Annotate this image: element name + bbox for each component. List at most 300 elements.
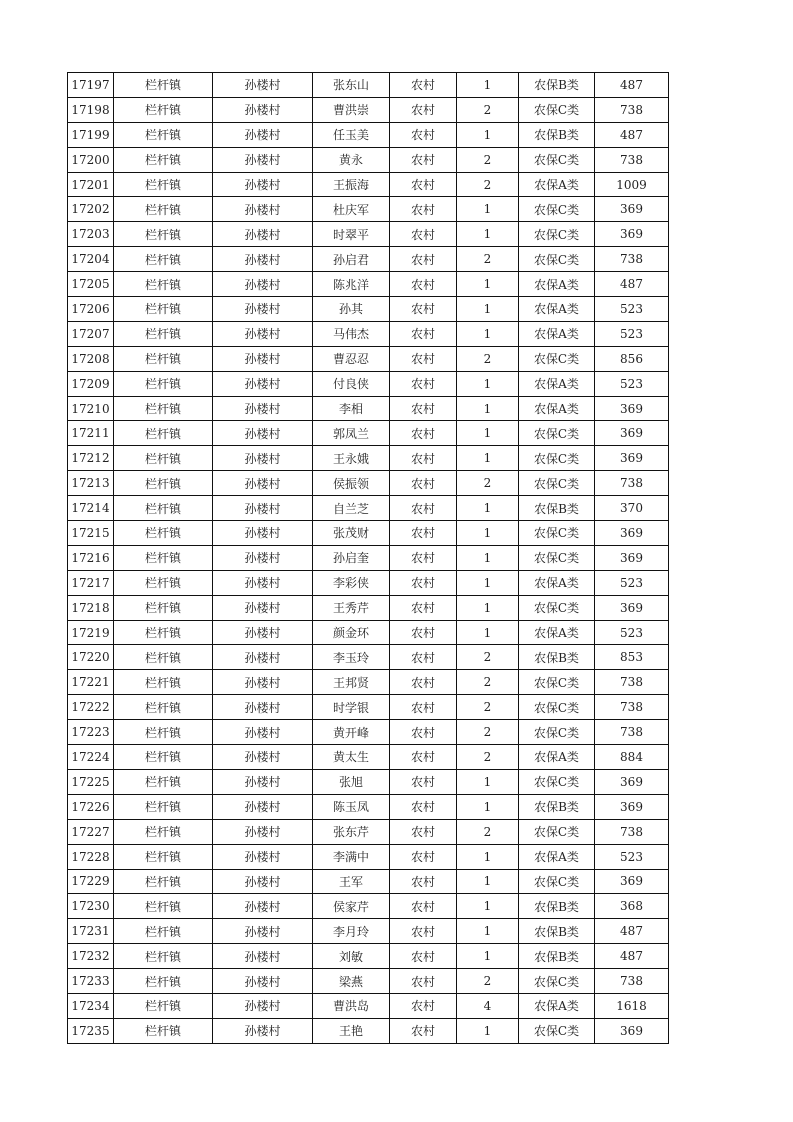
household-type-cell: 农村	[390, 819, 457, 844]
insurance-category-cell: 农保A类	[519, 993, 595, 1018]
village-cell: 孙楼村	[213, 222, 313, 247]
person-count-cell: 2	[457, 97, 519, 122]
insurance-category-cell: 农保C类	[519, 819, 595, 844]
amount-cell: 369	[595, 769, 669, 794]
table-row	[68, 122, 669, 147]
insurance-category-cell: 农保B类	[519, 794, 595, 819]
town-cell: 栏杆镇	[114, 521, 213, 546]
town-cell: 栏杆镇	[114, 695, 213, 720]
insurance-category-cell: 农保C类	[519, 97, 595, 122]
town-cell: 栏杆镇	[114, 969, 213, 994]
amount-cell: 369	[595, 396, 669, 421]
village-cell: 孙楼村	[213, 819, 313, 844]
household-type-cell: 农村	[390, 197, 457, 222]
household-type-cell: 农村	[390, 969, 457, 994]
insurance-category-cell: 农保C类	[519, 595, 595, 620]
insurance-category-cell: 农保C类	[519, 346, 595, 371]
row-number-cell: 17218	[68, 595, 114, 620]
row-number-cell: 17215	[68, 521, 114, 546]
insurance-category-cell: 农保C类	[519, 247, 595, 272]
town-cell: 栏杆镇	[114, 620, 213, 645]
name-cell: 杜庆军	[313, 197, 390, 222]
town-cell: 栏杆镇	[114, 421, 213, 446]
town-cell: 栏杆镇	[114, 844, 213, 869]
row-number-cell: 17220	[68, 645, 114, 670]
village-cell: 孙楼村	[213, 745, 313, 770]
name-cell: 孙启君	[313, 247, 390, 272]
row-number-cell: 17212	[68, 446, 114, 471]
table-row	[68, 769, 669, 794]
person-count-cell: 2	[457, 670, 519, 695]
town-cell: 栏杆镇	[114, 993, 213, 1018]
person-count-cell: 2	[457, 247, 519, 272]
table-row	[68, 371, 669, 396]
village-cell: 孙楼村	[213, 769, 313, 794]
insurance-category-cell: 农保C类	[519, 670, 595, 695]
row-number-cell: 17226	[68, 794, 114, 819]
insurance-category-cell: 农保A类	[519, 297, 595, 322]
insurance-category-cell: 农保C类	[519, 421, 595, 446]
name-cell: 李玉玲	[313, 645, 390, 670]
village-cell: 孙楼村	[213, 993, 313, 1018]
person-count-cell: 2	[457, 819, 519, 844]
amount-cell: 487	[595, 122, 669, 147]
insurance-category-cell: 农保A类	[519, 172, 595, 197]
table-row	[68, 570, 669, 595]
household-type-cell: 农村	[390, 844, 457, 869]
table-row	[68, 969, 669, 994]
name-cell: 梁燕	[313, 969, 390, 994]
row-number-cell: 17206	[68, 297, 114, 322]
name-cell: 李彩侠	[313, 570, 390, 595]
person-count-cell: 1	[457, 496, 519, 521]
amount-cell: 738	[595, 695, 669, 720]
household-type-cell: 农村	[390, 346, 457, 371]
name-cell: 马伟杰	[313, 321, 390, 346]
name-cell: 张旭	[313, 769, 390, 794]
amount-cell: 523	[595, 371, 669, 396]
person-count-cell: 2	[457, 645, 519, 670]
village-cell: 孙楼村	[213, 147, 313, 172]
town-cell: 栏杆镇	[114, 321, 213, 346]
table-row	[68, 73, 669, 98]
household-type-cell: 农村	[390, 645, 457, 670]
insurance-category-cell: 农保C类	[519, 720, 595, 745]
household-type-cell: 农村	[390, 1018, 457, 1043]
town-cell: 栏杆镇	[114, 396, 213, 421]
name-cell: 孙启奎	[313, 545, 390, 570]
person-count-cell: 1	[457, 794, 519, 819]
person-count-cell: 1	[457, 1018, 519, 1043]
row-number-cell: 17227	[68, 819, 114, 844]
village-cell: 孙楼村	[213, 197, 313, 222]
insurance-category-cell: 农保C类	[519, 1018, 595, 1043]
town-cell: 栏杆镇	[114, 545, 213, 570]
row-number-cell: 17221	[68, 670, 114, 695]
name-cell: 黄永	[313, 147, 390, 172]
person-count-cell: 1	[457, 396, 519, 421]
table-row	[68, 97, 669, 122]
person-count-cell: 1	[457, 272, 519, 297]
insurance-category-cell: 农保B类	[519, 645, 595, 670]
name-cell: 王振海	[313, 172, 390, 197]
village-cell: 孙楼村	[213, 670, 313, 695]
table-row	[68, 620, 669, 645]
insurance-category-cell: 农保A类	[519, 745, 595, 770]
village-cell: 孙楼村	[213, 321, 313, 346]
person-count-cell: 1	[457, 421, 519, 446]
row-number-cell: 17219	[68, 620, 114, 645]
insurance-category-cell: 农保C类	[519, 446, 595, 471]
amount-cell: 523	[595, 297, 669, 322]
town-cell: 栏杆镇	[114, 944, 213, 969]
row-number-cell: 17231	[68, 919, 114, 944]
town-cell: 栏杆镇	[114, 197, 213, 222]
name-cell: 颜金环	[313, 620, 390, 645]
row-number-cell: 17233	[68, 969, 114, 994]
name-cell: 时翠平	[313, 222, 390, 247]
table-row	[68, 844, 669, 869]
amount-cell: 487	[595, 919, 669, 944]
table-row	[68, 421, 669, 446]
name-cell: 王秀芹	[313, 595, 390, 620]
name-cell: 孙其	[313, 297, 390, 322]
amount-cell: 368	[595, 894, 669, 919]
household-type-cell: 农村	[390, 570, 457, 595]
person-count-cell: 2	[457, 969, 519, 994]
row-number-cell: 17207	[68, 321, 114, 346]
insurance-category-cell: 农保C类	[519, 869, 595, 894]
name-cell: 黄太生	[313, 745, 390, 770]
person-count-cell: 2	[457, 172, 519, 197]
person-count-cell: 2	[457, 745, 519, 770]
town-cell: 栏杆镇	[114, 446, 213, 471]
amount-cell: 369	[595, 1018, 669, 1043]
household-type-cell: 农村	[390, 769, 457, 794]
town-cell: 栏杆镇	[114, 1018, 213, 1043]
row-number-cell: 17213	[68, 471, 114, 496]
name-cell: 李满中	[313, 844, 390, 869]
table-row	[68, 247, 669, 272]
town-cell: 栏杆镇	[114, 172, 213, 197]
person-count-cell: 1	[457, 570, 519, 595]
insurance-category-cell: 农保A类	[519, 570, 595, 595]
household-type-cell: 农村	[390, 73, 457, 98]
insurance-category-cell: 农保C类	[519, 197, 595, 222]
person-count-cell: 1	[457, 222, 519, 247]
insurance-category-cell: 农保A类	[519, 371, 595, 396]
person-count-cell: 1	[457, 844, 519, 869]
table-row	[68, 1018, 669, 1043]
household-type-cell: 农村	[390, 396, 457, 421]
household-type-cell: 农村	[390, 421, 457, 446]
town-cell: 栏杆镇	[114, 570, 213, 595]
household-type-cell: 农村	[390, 297, 457, 322]
town-cell: 栏杆镇	[114, 919, 213, 944]
amount-cell: 369	[595, 222, 669, 247]
amount-cell: 738	[595, 720, 669, 745]
amount-cell: 369	[595, 794, 669, 819]
town-cell: 栏杆镇	[114, 894, 213, 919]
town-cell: 栏杆镇	[114, 371, 213, 396]
person-count-cell: 1	[457, 521, 519, 546]
table-row	[68, 222, 669, 247]
insurance-category-cell: 农保A类	[519, 396, 595, 421]
village-cell: 孙楼村	[213, 272, 313, 297]
person-count-cell: 1	[457, 297, 519, 322]
person-count-cell: 1	[457, 944, 519, 969]
person-count-cell: 2	[457, 147, 519, 172]
insurance-category-cell: 农保C类	[519, 471, 595, 496]
person-count-cell: 1	[457, 321, 519, 346]
row-number-cell: 17208	[68, 346, 114, 371]
row-number-cell: 17225	[68, 769, 114, 794]
amount-cell: 738	[595, 819, 669, 844]
row-number-cell: 17211	[68, 421, 114, 446]
table-row	[68, 197, 669, 222]
town-cell: 栏杆镇	[114, 222, 213, 247]
amount-cell: 738	[595, 969, 669, 994]
village-cell: 孙楼村	[213, 844, 313, 869]
household-type-cell: 农村	[390, 919, 457, 944]
household-type-cell: 农村	[390, 122, 457, 147]
town-cell: 栏杆镇	[114, 297, 213, 322]
household-type-cell: 农村	[390, 794, 457, 819]
name-cell: 曹洪岛	[313, 993, 390, 1018]
row-number-cell: 17224	[68, 745, 114, 770]
table-row	[68, 496, 669, 521]
village-cell: 孙楼村	[213, 570, 313, 595]
row-number-cell: 17216	[68, 545, 114, 570]
household-type-cell: 农村	[390, 147, 457, 172]
table-row	[68, 471, 669, 496]
row-number-cell: 17209	[68, 371, 114, 396]
town-cell: 栏杆镇	[114, 720, 213, 745]
insurance-category-cell: 农保C类	[519, 545, 595, 570]
name-cell: 王军	[313, 869, 390, 894]
amount-cell: 369	[595, 446, 669, 471]
amount-cell: 738	[595, 97, 669, 122]
household-type-cell: 农村	[390, 545, 457, 570]
row-number-cell: 17198	[68, 97, 114, 122]
name-cell: 陈玉凤	[313, 794, 390, 819]
village-cell: 孙楼村	[213, 919, 313, 944]
table-row	[68, 695, 669, 720]
town-cell: 栏杆镇	[114, 769, 213, 794]
insurance-category-cell: 农保A类	[519, 272, 595, 297]
name-cell: 王邦贤	[313, 670, 390, 695]
person-count-cell: 1	[457, 73, 519, 98]
amount-cell: 369	[595, 521, 669, 546]
amount-cell: 1009	[595, 172, 669, 197]
name-cell: 曹洪崇	[313, 97, 390, 122]
insurance-category-cell: 农保C类	[519, 222, 595, 247]
name-cell: 张茂财	[313, 521, 390, 546]
amount-cell: 369	[595, 595, 669, 620]
town-cell: 栏杆镇	[114, 496, 213, 521]
table-row	[68, 993, 669, 1018]
amount-cell: 884	[595, 745, 669, 770]
name-cell: 郭凤兰	[313, 421, 390, 446]
household-type-cell: 农村	[390, 222, 457, 247]
row-number-cell: 17199	[68, 122, 114, 147]
table-row	[68, 396, 669, 421]
household-type-cell: 农村	[390, 247, 457, 272]
town-cell: 栏杆镇	[114, 819, 213, 844]
amount-cell: 487	[595, 944, 669, 969]
name-cell: 张东芹	[313, 819, 390, 844]
name-cell: 任玉美	[313, 122, 390, 147]
household-type-cell: 农村	[390, 371, 457, 396]
village-cell: 孙楼村	[213, 421, 313, 446]
household-type-cell: 农村	[390, 670, 457, 695]
person-count-cell: 1	[457, 919, 519, 944]
person-count-cell: 2	[457, 720, 519, 745]
village-cell: 孙楼村	[213, 521, 313, 546]
person-count-cell: 1	[457, 197, 519, 222]
insurance-category-cell: 农保B类	[519, 919, 595, 944]
town-cell: 栏杆镇	[114, 745, 213, 770]
insurance-category-cell: 农保B类	[519, 894, 595, 919]
household-type-cell: 农村	[390, 620, 457, 645]
table-row	[68, 869, 669, 894]
table-row	[68, 147, 669, 172]
household-type-cell: 农村	[390, 894, 457, 919]
town-cell: 栏杆镇	[114, 794, 213, 819]
household-type-cell: 农村	[390, 595, 457, 620]
name-cell: 李相	[313, 396, 390, 421]
name-cell: 刘敏	[313, 944, 390, 969]
row-number-cell: 17203	[68, 222, 114, 247]
table-row	[68, 745, 669, 770]
amount-cell: 523	[595, 321, 669, 346]
row-number-cell: 17217	[68, 570, 114, 595]
row-number-cell: 17229	[68, 869, 114, 894]
village-cell: 孙楼村	[213, 73, 313, 98]
village-cell: 孙楼村	[213, 645, 313, 670]
household-type-cell: 农村	[390, 321, 457, 346]
household-type-cell: 农村	[390, 172, 457, 197]
town-cell: 栏杆镇	[114, 595, 213, 620]
amount-cell: 856	[595, 346, 669, 371]
row-number-cell: 17205	[68, 272, 114, 297]
village-cell: 孙楼村	[213, 969, 313, 994]
table-row	[68, 321, 669, 346]
village-cell: 孙楼村	[213, 396, 313, 421]
person-count-cell: 1	[457, 620, 519, 645]
row-number-cell: 17201	[68, 172, 114, 197]
village-cell: 孙楼村	[213, 297, 313, 322]
town-cell: 栏杆镇	[114, 346, 213, 371]
name-cell: 付良侠	[313, 371, 390, 396]
row-number-cell: 17228	[68, 844, 114, 869]
row-number-cell: 17200	[68, 147, 114, 172]
table-row	[68, 595, 669, 620]
amount-cell: 853	[595, 645, 669, 670]
table-row	[68, 944, 669, 969]
household-type-cell: 农村	[390, 745, 457, 770]
table-row	[68, 919, 669, 944]
person-count-cell: 1	[457, 446, 519, 471]
name-cell: 侯振领	[313, 471, 390, 496]
town-cell: 栏杆镇	[114, 73, 213, 98]
name-cell: 王永娥	[313, 446, 390, 471]
table-row	[68, 297, 669, 322]
town-cell: 栏杆镇	[114, 247, 213, 272]
household-type-cell: 农村	[390, 944, 457, 969]
village-cell: 孙楼村	[213, 371, 313, 396]
person-count-cell: 1	[457, 894, 519, 919]
insurance-category-cell: 农保C类	[519, 769, 595, 794]
village-cell: 孙楼村	[213, 869, 313, 894]
household-type-cell: 农村	[390, 869, 457, 894]
village-cell: 孙楼村	[213, 446, 313, 471]
village-cell: 孙楼村	[213, 545, 313, 570]
table-body	[68, 73, 669, 1044]
insurance-category-cell: 农保C类	[519, 969, 595, 994]
village-cell: 孙楼村	[213, 720, 313, 745]
village-cell: 孙楼村	[213, 944, 313, 969]
town-cell: 栏杆镇	[114, 122, 213, 147]
household-type-cell: 农村	[390, 521, 457, 546]
person-count-cell: 1	[457, 545, 519, 570]
person-count-cell: 1	[457, 869, 519, 894]
amount-cell: 1618	[595, 993, 669, 1018]
name-cell: 陈兆洋	[313, 272, 390, 297]
household-type-cell: 农村	[390, 471, 457, 496]
town-cell: 栏杆镇	[114, 471, 213, 496]
insurance-category-cell: 农保B类	[519, 944, 595, 969]
amount-cell: 487	[595, 272, 669, 297]
insurance-category-cell: 农保A类	[519, 620, 595, 645]
name-cell: 曹忍忍	[313, 346, 390, 371]
amount-cell: 738	[595, 247, 669, 272]
table-row	[68, 346, 669, 371]
household-type-cell: 农村	[390, 695, 457, 720]
insurance-category-cell: 农保A类	[519, 321, 595, 346]
town-cell: 栏杆镇	[114, 670, 213, 695]
name-cell: 张东山	[313, 73, 390, 98]
data-table	[67, 72, 669, 1044]
amount-cell: 369	[595, 197, 669, 222]
village-cell: 孙楼村	[213, 620, 313, 645]
table-row	[68, 819, 669, 844]
town-cell: 栏杆镇	[114, 147, 213, 172]
insurance-category-cell: 农保B类	[519, 496, 595, 521]
person-count-cell: 2	[457, 471, 519, 496]
household-type-cell: 农村	[390, 720, 457, 745]
table-row	[68, 794, 669, 819]
insurance-category-cell: 农保C类	[519, 521, 595, 546]
table-row	[68, 545, 669, 570]
village-cell: 孙楼村	[213, 471, 313, 496]
amount-cell: 487	[595, 73, 669, 98]
row-number-cell: 17230	[68, 894, 114, 919]
village-cell: 孙楼村	[213, 97, 313, 122]
amount-cell: 523	[595, 570, 669, 595]
row-number-cell: 17234	[68, 993, 114, 1018]
table-row	[68, 720, 669, 745]
table-row	[68, 894, 669, 919]
village-cell: 孙楼村	[213, 894, 313, 919]
village-cell: 孙楼村	[213, 695, 313, 720]
village-cell: 孙楼村	[213, 172, 313, 197]
town-cell: 栏杆镇	[114, 97, 213, 122]
person-count-cell: 1	[457, 769, 519, 794]
row-number-cell: 17223	[68, 720, 114, 745]
household-type-cell: 农村	[390, 496, 457, 521]
amount-cell: 738	[595, 147, 669, 172]
